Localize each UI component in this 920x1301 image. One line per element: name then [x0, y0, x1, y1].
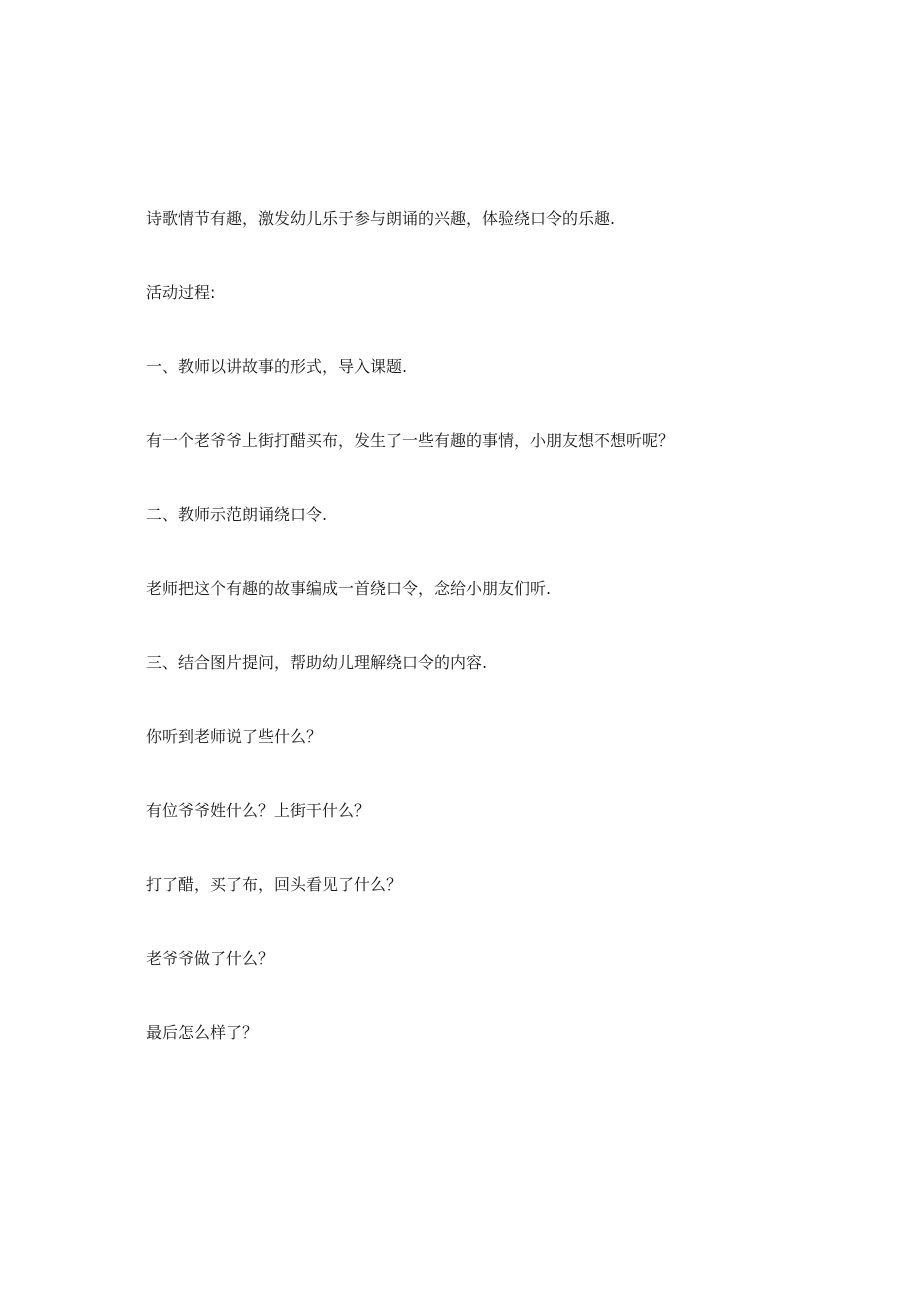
paragraph-question-3: 打了醋，买了布，回头看见了什么？	[146, 875, 403, 894]
paragraph-recite: 老师把这个有趣的故事编成一首绕口令，念给小朋友们听.	[146, 579, 552, 598]
paragraph-step-one: 一、教师以讲故事的形式，导入课题.	[146, 357, 408, 376]
paragraph-question-5: 最后怎么样了？	[146, 1023, 259, 1042]
paragraph-question-2: 有位爷爷姓什么？上街干什么？	[146, 801, 371, 820]
paragraph-question-4: 老爷爷做了什么？	[146, 949, 275, 968]
paragraph-process-heading: 活动过程:	[146, 283, 216, 302]
paragraph-step-two: 二、教师示范朗诵绕口令.	[146, 505, 328, 524]
paragraph-story-intro: 有一个老爷爷上街打醋买布，发生了一些有趣的事情，小朋友想不想听呢？	[146, 431, 675, 450]
paragraph-question-1: 你听到老师说了些什么？	[146, 727, 323, 746]
paragraph-goal: 诗歌情节有趣，激发幼儿乐于参与朗诵的兴趣，体验绕口令的乐趣.	[146, 209, 616, 228]
paragraph-step-three: 三、结合图片提问，帮助幼儿理解绕口令的内容.	[146, 653, 488, 672]
document-body	[146, 207, 846, 1095]
